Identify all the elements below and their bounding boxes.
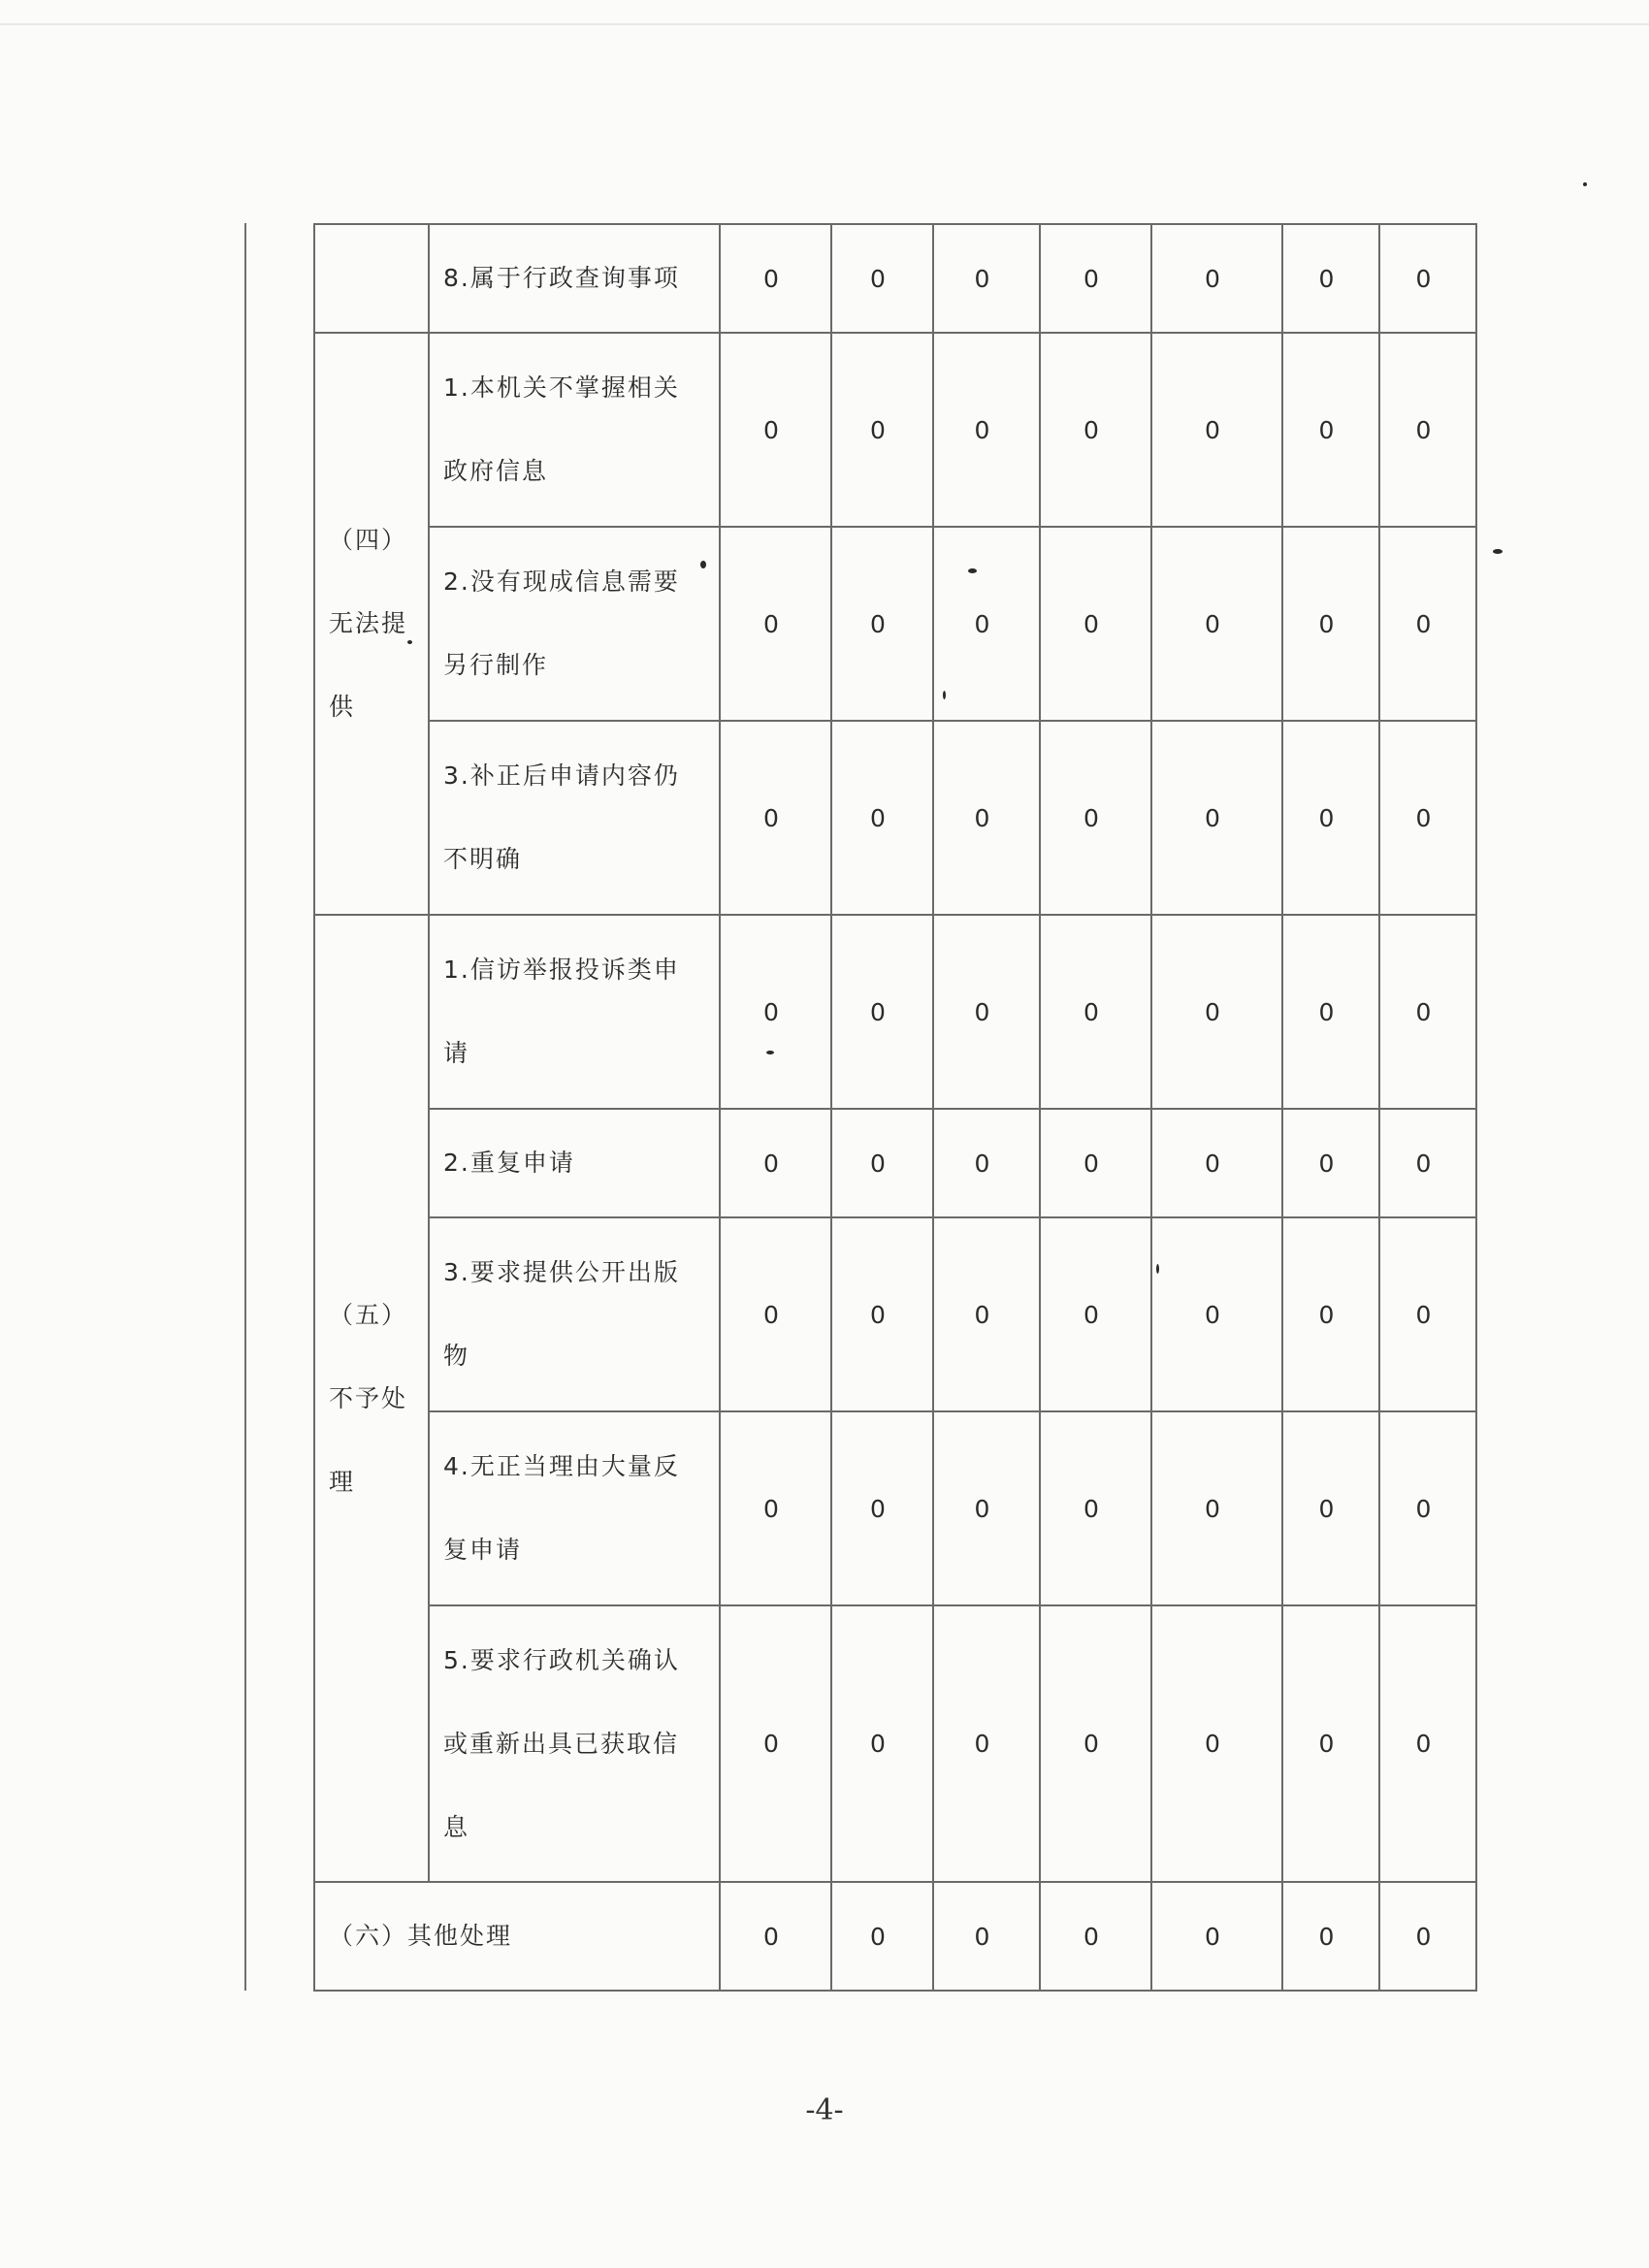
- value-cell: 0: [1282, 1109, 1379, 1217]
- disclosure-statistics-table: [313, 223, 1477, 1992]
- item-label: 2.重复申请: [429, 1109, 720, 1217]
- category-cell-continued: [314, 224, 429, 333]
- scan-speck: [1493, 549, 1503, 554]
- table-row: [314, 1217, 1476, 1411]
- category-label: （五） 不予处 理: [314, 915, 429, 1882]
- table-row: [314, 1411, 1476, 1605]
- value-cell: 0: [933, 1109, 1040, 1217]
- value-cell: 0: [1379, 527, 1476, 721]
- value-cell: 0: [720, 1882, 831, 1991]
- value-cell: 0: [1379, 721, 1476, 915]
- value-cell: 0: [831, 224, 933, 333]
- value-cell: 0: [1379, 1217, 1476, 1411]
- value-cell: 0: [933, 333, 1040, 527]
- table-row: [314, 527, 1476, 721]
- value-cell: 0: [1151, 1217, 1282, 1411]
- page-number: -4-: [805, 2093, 844, 2127]
- table-row: [314, 224, 1476, 333]
- item-label: 5.要求行政机关确认 或重新出具已获取信 息: [429, 1605, 720, 1882]
- value-cell: 0: [1151, 721, 1282, 915]
- value-cell: 0: [831, 527, 933, 721]
- value-cell: 0: [933, 1882, 1040, 1991]
- value-cell: 0: [1379, 1411, 1476, 1605]
- table-row: [314, 915, 1476, 1109]
- value-cell: 0: [1282, 915, 1379, 1109]
- value-cell: 0: [720, 333, 831, 527]
- item-label: 1.信访举报投诉类申 请: [429, 915, 720, 1109]
- value-cell: 0: [1282, 527, 1379, 721]
- value-cell: 0: [1040, 224, 1151, 333]
- value-cell: 0: [1040, 915, 1151, 1109]
- value-cell: 0: [1379, 1109, 1476, 1217]
- value-cell: 0: [1040, 333, 1151, 527]
- item-label: 1.本机关不掌握相关 政府信息: [429, 333, 720, 527]
- table-row: [314, 1882, 1476, 1991]
- value-cell: 0: [720, 721, 831, 915]
- value-cell: 0: [831, 1411, 933, 1605]
- value-cell: 0: [1151, 333, 1282, 527]
- item-label: 3.补正后申请内容仍 不明确: [429, 721, 720, 915]
- value-cell: 0: [1282, 1411, 1379, 1605]
- value-cell: 0: [933, 721, 1040, 915]
- value-cell: 0: [933, 527, 1040, 721]
- value-cell: 0: [831, 1605, 933, 1882]
- value-cell: 0: [720, 1217, 831, 1411]
- category-label: （六）其他处理: [314, 1882, 720, 1991]
- value-cell: 0: [720, 1605, 831, 1882]
- value-cell: 0: [1282, 1882, 1379, 1991]
- value-cell: 0: [1151, 224, 1282, 333]
- item-label: 8.属于行政查询事项: [429, 224, 720, 333]
- item-label: 3.要求提供公开出版 物: [429, 1217, 720, 1411]
- value-cell: 0: [933, 1605, 1040, 1882]
- value-cell: 0: [1040, 721, 1151, 915]
- table-row: [314, 1605, 1476, 1882]
- value-cell: 0: [933, 1411, 1040, 1605]
- scan-speck: [968, 568, 977, 573]
- value-cell: 0: [1379, 1882, 1476, 1991]
- scan-speck: [1156, 1264, 1159, 1274]
- value-cell: 0: [1151, 915, 1282, 1109]
- value-cell: 0: [933, 224, 1040, 333]
- scan-speck: [407, 640, 412, 644]
- value-cell: 0: [1379, 333, 1476, 527]
- scan-edge: [0, 23, 1649, 25]
- scan-speck: [1583, 182, 1587, 186]
- value-cell: 0: [831, 1882, 933, 1991]
- value-cell: 0: [831, 333, 933, 527]
- value-cell: 0: [1040, 1217, 1151, 1411]
- category-label: （四） 无法提 供: [314, 333, 429, 915]
- value-cell: 0: [1379, 915, 1476, 1109]
- value-cell: 0: [1151, 527, 1282, 721]
- scan-speck: [943, 691, 946, 699]
- value-cell: 0: [1151, 1605, 1282, 1882]
- value-cell: 0: [1282, 1217, 1379, 1411]
- value-cell: 0: [831, 1109, 933, 1217]
- value-cell: 0: [831, 721, 933, 915]
- value-cell: 0: [1151, 1882, 1282, 1991]
- value-cell: 0: [720, 527, 831, 721]
- value-cell: 0: [1379, 224, 1476, 333]
- value-cell: 0: [1282, 1605, 1379, 1882]
- value-cell: 0: [1282, 224, 1379, 333]
- value-cell: 0: [933, 1217, 1040, 1411]
- scan-speck: [766, 1051, 774, 1054]
- item-label: 4.无正当理由大量反 复申请: [429, 1411, 720, 1605]
- value-cell: 0: [1040, 1882, 1151, 1991]
- table-row: [314, 721, 1476, 915]
- value-cell: 0: [831, 915, 933, 1109]
- table-row: [314, 333, 1476, 527]
- value-cell: 0: [720, 224, 831, 333]
- table-row: [314, 1109, 1476, 1217]
- value-cell: 0: [831, 1217, 933, 1411]
- value-cell: 0: [1040, 1411, 1151, 1605]
- value-cell: 0: [1282, 333, 1379, 527]
- value-cell: 0: [720, 915, 831, 1109]
- value-cell: 0: [1040, 1109, 1151, 1217]
- table-outer-left-border: [244, 223, 246, 1991]
- value-cell: 0: [1040, 1605, 1151, 1882]
- value-cell: 0: [1151, 1411, 1282, 1605]
- value-cell: 0: [933, 915, 1040, 1109]
- item-label: 2.没有现成信息需要 另行制作: [429, 527, 720, 721]
- value-cell: 0: [1282, 721, 1379, 915]
- value-cell: 0: [720, 1411, 831, 1605]
- value-cell: 0: [720, 1109, 831, 1217]
- value-cell: 0: [1379, 1605, 1476, 1882]
- scan-speck: [700, 561, 706, 568]
- value-cell: 0: [1040, 527, 1151, 721]
- value-cell: 0: [1151, 1109, 1282, 1217]
